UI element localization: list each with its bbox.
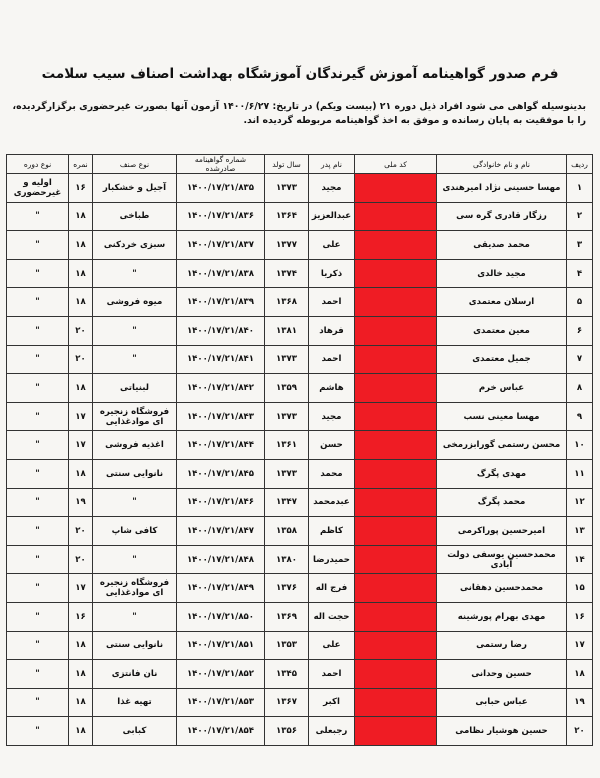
- cell-full-name: مهدی بهرام پورشینه: [437, 602, 567, 631]
- cell-score: ۱۷: [69, 574, 93, 603]
- cell-course-type: اولیه و غیرحضوری: [7, 174, 69, 203]
- cell-row-number: ۱۰: [567, 431, 593, 460]
- cell-full-name: جمیل معتمدی: [437, 345, 567, 374]
- table-row: [7, 174, 593, 203]
- cell-birth-year: ۱۳۶۷: [265, 688, 309, 717]
- cell-certificate-number: ۱۴۰۰/۱۷/۲۱/۸۴۷: [177, 517, 265, 546]
- cell-guild-type: کافی شاپ: [93, 517, 177, 546]
- table-row: [7, 631, 593, 660]
- table-row: [7, 545, 593, 574]
- cell-score: ۱۸: [69, 688, 93, 717]
- cell-score: ۲۰: [69, 316, 93, 345]
- table-row: [7, 231, 593, 260]
- table-row: [7, 574, 593, 603]
- form-title: فرم صدور گواهینامه آموزش گیرندگان آموزشگاه بهداشت اصناف سیب سلامت: [41, 66, 559, 82]
- cell-row-number: ۸: [567, 374, 593, 403]
- cell-father-name: رجبعلی: [309, 717, 355, 746]
- cell-father-name: هاشم: [309, 374, 355, 403]
- header-father-name: نام پدر: [309, 155, 355, 174]
- cell-row-number: ۱۴: [567, 545, 593, 574]
- cell-course-type: ": [7, 402, 69, 431]
- cell-father-name: علی: [309, 631, 355, 660]
- cell-national-id-redacted: [355, 688, 437, 717]
- cell-guild-type: میوه فروشی: [93, 288, 177, 317]
- table-row: [7, 202, 593, 231]
- cell-full-name: مهسا حسینی نژاد امیرهندی: [437, 174, 567, 203]
- header-full-name: نام و نام خانوادگی: [437, 155, 567, 174]
- cell-full-name: امیرحسین پوراکرمی: [437, 517, 567, 546]
- cell-full-name: عباس خرم: [437, 374, 567, 403]
- cell-full-name: حسین هوشیار نظامی: [437, 717, 567, 746]
- cell-father-name: اکبر: [309, 688, 355, 717]
- cell-score: ۱۸: [69, 202, 93, 231]
- cell-birth-year: ۱۳۷۶: [265, 574, 309, 603]
- intro-paragraph: بدینوسیله گواهی می شود افراد ذیل دوره ۲۱ (بیست ویکم) در تاریخ: ۱۴۰۰/۶/۲۷ آزمون آنها بصورت غیرحضوری برگزارگردیده، را با موفقیت به پایان رسانده و موفق به اخذ گواهینامه مربوطه گردیده اند.: [12, 101, 586, 126]
- cell-birth-year: ۱۳۵۸: [265, 517, 309, 546]
- cell-certificate-number: ۱۴۰۰/۱۷/۲۱/۸۳۵: [177, 174, 265, 203]
- cell-score: ۲۰: [69, 545, 93, 574]
- cell-birth-year: ۱۳۸۱: [265, 316, 309, 345]
- cell-national-id-redacted: [355, 631, 437, 660]
- cell-row-number: ۹: [567, 402, 593, 431]
- cell-course-type: ": [7, 259, 69, 288]
- cell-father-name: ذکریا: [309, 259, 355, 288]
- header-national-id: کد ملی: [355, 155, 437, 174]
- cell-father-name: عبدالعزیز: [309, 202, 355, 231]
- table-row: [7, 345, 593, 374]
- table-row: [7, 688, 593, 717]
- cell-full-name: محمد صدیقی: [437, 231, 567, 260]
- cell-course-type: ": [7, 316, 69, 345]
- cell-certificate-number: ۱۴۰۰/۱۷/۲۱/۸۴۱: [177, 345, 265, 374]
- cell-birth-year: ۱۳۴۵: [265, 660, 309, 689]
- cell-course-type: ": [7, 688, 69, 717]
- cell-guild-type: آجیل و خشکبار: [93, 174, 177, 203]
- cell-certificate-number: ۱۴۰۰/۱۷/۲۱/۸۵۴: [177, 717, 265, 746]
- cell-full-name: معین معتمدی: [437, 316, 567, 345]
- cell-certificate-number: ۱۴۰۰/۱۷/۲۱/۸۳۷: [177, 231, 265, 260]
- cell-national-id-redacted: [355, 602, 437, 631]
- cell-father-name: احمد: [309, 345, 355, 374]
- cell-guild-type: نانوایی سنتی: [93, 459, 177, 488]
- cell-full-name: مهدی پگرگ: [437, 459, 567, 488]
- cell-row-number: ۱: [567, 174, 593, 203]
- cell-certificate-number: ۱۴۰۰/۱۷/۲۱/۸۵۰: [177, 602, 265, 631]
- cell-full-name: مجید خالدی: [437, 259, 567, 288]
- cell-score: ۱۸: [69, 288, 93, 317]
- cell-full-name: مهسا معینی نسب: [437, 402, 567, 431]
- cell-row-number: ۳: [567, 231, 593, 260]
- cell-father-name: فرج اله: [309, 574, 355, 603]
- cell-score: ۲۰: [69, 517, 93, 546]
- cell-national-id-redacted: [355, 259, 437, 288]
- cell-row-number: ۵: [567, 288, 593, 317]
- cell-father-name: محمد: [309, 459, 355, 488]
- cell-row-number: ۱۲: [567, 488, 593, 517]
- header-score: نمره: [69, 155, 93, 174]
- table-row: [7, 316, 593, 345]
- cell-birth-year: ۱۳۷۳: [265, 459, 309, 488]
- table-row: [7, 660, 593, 689]
- cell-birth-year: ۱۳۶۴: [265, 202, 309, 231]
- cell-row-number: ۱۹: [567, 688, 593, 717]
- cell-certificate-number: ۱۴۰۰/۱۷/۲۱/۸۳۶: [177, 202, 265, 231]
- table-row: [7, 431, 593, 460]
- table-row: [7, 374, 593, 403]
- cell-guild-type: ": [93, 345, 177, 374]
- cell-guild-type: ": [93, 259, 177, 288]
- cell-national-id-redacted: [355, 660, 437, 689]
- cell-row-number: ۲: [567, 202, 593, 231]
- cell-course-type: ": [7, 288, 69, 317]
- cell-course-type: ": [7, 488, 69, 517]
- cell-national-id-redacted: [355, 545, 437, 574]
- cell-score: ۲۰: [69, 345, 93, 374]
- cell-full-name: محمدحسین یوسفی دولت آبادی: [437, 545, 567, 574]
- cell-birth-year: ۱۳۷۳: [265, 402, 309, 431]
- cell-full-name: حسین وحدانی: [437, 660, 567, 689]
- cell-father-name: عبدمحمد: [309, 488, 355, 517]
- cell-certificate-number: ۱۴۰۰/۱۷/۲۱/۸۴۸: [177, 545, 265, 574]
- cell-national-id-redacted: [355, 174, 437, 203]
- cell-certificate-number: ۱۴۰۰/۱۷/۲۱/۸۳۹: [177, 288, 265, 317]
- cell-national-id-redacted: [355, 459, 437, 488]
- cell-certificate-number: ۱۴۰۰/۱۷/۲۱/۸۵۱: [177, 631, 265, 660]
- header-birth-year: سال تولد: [265, 155, 309, 174]
- cell-father-name: مجید: [309, 402, 355, 431]
- cell-national-id-redacted: [355, 288, 437, 317]
- cell-national-id-redacted: [355, 202, 437, 231]
- cell-guild-type: تهیه غذا: [93, 688, 177, 717]
- cell-national-id-redacted: [355, 574, 437, 603]
- cell-certificate-number: ۱۴۰۰/۱۷/۲۱/۸۴۲: [177, 374, 265, 403]
- cell-full-name: عباس حبابی: [437, 688, 567, 717]
- cell-certificate-number: ۱۴۰۰/۱۷/۲۱/۸۴۴: [177, 431, 265, 460]
- cell-father-name: حجت اله: [309, 602, 355, 631]
- table-row: [7, 259, 593, 288]
- cell-national-id-redacted: [355, 402, 437, 431]
- cell-course-type: ": [7, 345, 69, 374]
- cell-score: ۱۸: [69, 631, 93, 660]
- cell-course-type: ": [7, 231, 69, 260]
- cell-guild-type: نان فانتزی: [93, 660, 177, 689]
- cell-row-number: ۶: [567, 316, 593, 345]
- cell-national-id-redacted: [355, 374, 437, 403]
- cell-certificate-number: ۱۴۰۰/۱۷/۲۱/۸۳۸: [177, 259, 265, 288]
- cell-birth-year: ۱۳۷۴: [265, 259, 309, 288]
- cell-guild-type: فروشگاه زنجیره ای موادغذایی: [93, 402, 177, 431]
- cell-birth-year: ۱۳۶۸: [265, 288, 309, 317]
- cell-birth-year: ۱۳۵۳: [265, 631, 309, 660]
- table-body: [7, 174, 593, 746]
- cell-row-number: ۱۳: [567, 517, 593, 546]
- cell-national-id-redacted: [355, 517, 437, 546]
- cell-course-type: ": [7, 545, 69, 574]
- cell-score: ۱۷: [69, 431, 93, 460]
- cell-full-name: محمد پگرگ: [437, 488, 567, 517]
- cell-score: ۱۶: [69, 602, 93, 631]
- table-row: [7, 602, 593, 631]
- cell-certificate-number: ۱۴۰۰/۱۷/۲۱/۸۵۳: [177, 688, 265, 717]
- cell-guild-type: نانوایی سنتی: [93, 631, 177, 660]
- cell-guild-type: ": [93, 602, 177, 631]
- cell-full-name: ارسلان معتمدی: [437, 288, 567, 317]
- cell-guild-type: لبنیاتی: [93, 374, 177, 403]
- header-guild-type: نوع صنف: [93, 155, 177, 174]
- cell-certificate-number: ۱۴۰۰/۱۷/۲۱/۸۴۶: [177, 488, 265, 517]
- cell-score: ۱۸: [69, 231, 93, 260]
- cell-course-type: ": [7, 517, 69, 546]
- cell-birth-year: ۱۳۷۷: [265, 231, 309, 260]
- cell-national-id-redacted: [355, 231, 437, 260]
- cell-course-type: ": [7, 202, 69, 231]
- cell-row-number: ۱۵: [567, 574, 593, 603]
- cell-birth-year: ۱۳۶۹: [265, 602, 309, 631]
- cell-row-number: ۱۷: [567, 631, 593, 660]
- cell-father-name: احمد: [309, 288, 355, 317]
- cell-birth-year: ۱۳۸۰: [265, 545, 309, 574]
- cell-course-type: ": [7, 660, 69, 689]
- table-row: [7, 402, 593, 431]
- cell-full-name: محسن رستمی گورابزرمخی: [437, 431, 567, 460]
- cell-full-name: رزگار قادری گره سی: [437, 202, 567, 231]
- cell-guild-type: طباخی: [93, 202, 177, 231]
- cell-national-id-redacted: [355, 431, 437, 460]
- cell-row-number: ۲۰: [567, 717, 593, 746]
- table-row: [7, 488, 593, 517]
- header-row-number: ردیف: [567, 155, 593, 174]
- cell-course-type: ": [7, 574, 69, 603]
- cell-certificate-number: ۱۴۰۰/۱۷/۲۱/۸۵۲: [177, 660, 265, 689]
- cell-course-type: ": [7, 459, 69, 488]
- cell-birth-year: ۱۳۷۳: [265, 174, 309, 203]
- cell-course-type: ": [7, 631, 69, 660]
- cell-score: ۱۹: [69, 488, 93, 517]
- cell-row-number: ۷: [567, 345, 593, 374]
- table-row: [7, 517, 593, 546]
- cell-row-number: ۱۱: [567, 459, 593, 488]
- cell-guild-type: فروشگاه زنجیره ای موادغذایی: [93, 574, 177, 603]
- header-course-type: نوع دوره: [7, 155, 69, 174]
- cell-row-number: ۱۶: [567, 602, 593, 631]
- cell-national-id-redacted: [355, 488, 437, 517]
- cell-course-type: ": [7, 431, 69, 460]
- cell-guild-type: اغذیه فروشی: [93, 431, 177, 460]
- table-row: [7, 459, 593, 488]
- cell-score: ۱۸: [69, 459, 93, 488]
- cell-father-name: کاظم: [309, 517, 355, 546]
- cell-certificate-number: ۱۴۰۰/۱۷/۲۱/۸۴۳: [177, 402, 265, 431]
- cell-father-name: مجید: [309, 174, 355, 203]
- cell-father-name: علی: [309, 231, 355, 260]
- table-row: [7, 288, 593, 317]
- cell-guild-type: سبزی خردکنی: [93, 231, 177, 260]
- certificates-table: [6, 154, 593, 746]
- cell-course-type: ": [7, 602, 69, 631]
- cell-guild-type: کبابی: [93, 717, 177, 746]
- table-header: [7, 155, 593, 174]
- cell-row-number: ۴: [567, 259, 593, 288]
- cell-score: ۱۸: [69, 374, 93, 403]
- cell-certificate-number: ۱۴۰۰/۱۷/۲۱/۸۴۹: [177, 574, 265, 603]
- cell-score: ۱۸: [69, 660, 93, 689]
- cell-national-id-redacted: [355, 717, 437, 746]
- cell-father-name: حمیدرضا: [309, 545, 355, 574]
- cell-score: ۱۸: [69, 717, 93, 746]
- cell-full-name: محمدحسین دهقانی: [437, 574, 567, 603]
- cell-birth-year: ۱۳۴۷: [265, 488, 309, 517]
- cell-birth-year: ۱۳۶۱: [265, 431, 309, 460]
- cell-birth-year: ۱۳۷۳: [265, 345, 309, 374]
- cell-certificate-number: ۱۴۰۰/۱۷/۲۱/۸۴۰: [177, 316, 265, 345]
- cell-guild-type: ": [93, 316, 177, 345]
- cell-birth-year: ۱۳۵۹: [265, 374, 309, 403]
- cell-father-name: حسن: [309, 431, 355, 460]
- header-certificate-number: شماره گواهینامه صادرشده: [177, 155, 265, 174]
- cell-score: ۱۷: [69, 402, 93, 431]
- cell-full-name: رضا رستمی: [437, 631, 567, 660]
- cell-score: ۱۶: [69, 174, 93, 203]
- cell-guild-type: ": [93, 545, 177, 574]
- cell-birth-year: ۱۳۵۶: [265, 717, 309, 746]
- cell-father-name: احمد: [309, 660, 355, 689]
- cell-certificate-number: ۱۴۰۰/۱۷/۲۱/۸۴۵: [177, 459, 265, 488]
- cell-guild-type: ": [93, 488, 177, 517]
- cell-row-number: ۱۸: [567, 660, 593, 689]
- table-row: [7, 717, 593, 746]
- cell-national-id-redacted: [355, 345, 437, 374]
- cell-course-type: ": [7, 374, 69, 403]
- cell-father-name: فرهاد: [309, 316, 355, 345]
- cell-national-id-redacted: [355, 316, 437, 345]
- cell-course-type: ": [7, 717, 69, 746]
- cell-score: ۱۸: [69, 259, 93, 288]
